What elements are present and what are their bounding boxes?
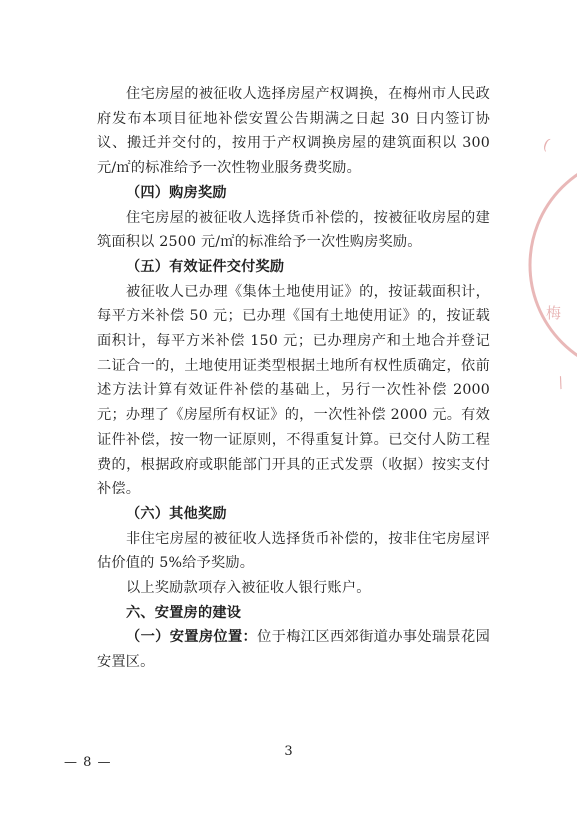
red-seal-stamp bbox=[520, 90, 577, 450]
stamp-character: 梅 bbox=[546, 304, 562, 322]
footer-page-number: — 8 — bbox=[64, 755, 112, 770]
paragraph-certificate-reward: 被征收人已办理《集体土地使用证》的，按证载面积计，每平方米补偿 50 元；已办理《国有土地使用证》的，按证载面积计，每平方米补偿 150 元；已办理房产和土地合并登记二证合一的，土地使用证类型根据土地所有权性质确定，依前述方法计算有效证件补偿的基础上，另行一次性补偿 2000 元；办理了《房屋所有权证》的，一次性补偿 2000 元。有效证件补偿，按一物一证原则，不得重复计算。已交付人防工程费的，根据政府或职能部门开具的正式发票（收据）按实支付补偿。 bbox=[97, 283, 490, 498]
paragraph-other-reward: 非住宅房屋的被征收人选择货币补偿的，按非住宅房屋评估价值的 5%给予奖励。 bbox=[97, 530, 490, 572]
paragraph-purchase-reward: 住宅房屋的被征收人选择货币补偿的，按被征收房屋的建筑面积以 2500 元/㎡的标准给予一次性购房奖励。 bbox=[97, 209, 490, 251]
paragraph-bank-deposit: 以上奖励款项存入被征收人银行账户。 bbox=[126, 580, 371, 597]
section-heading-purchase-reward: （四）购房奖励 bbox=[126, 184, 227, 201]
resettlement-location-text: 位于梅江区西郊街道办事处瑞景花园安置区。 bbox=[97, 629, 490, 671]
document-body bbox=[97, 82, 490, 675]
section-heading-other-reward: （六）其他奖励 bbox=[126, 505, 227, 522]
paragraph-resettlement-location bbox=[97, 625, 490, 674]
svg-text:/: / bbox=[555, 373, 567, 392]
section-heading-resettlement-housing: 六、安置房的建设 bbox=[126, 604, 242, 621]
svg-text:(: ( bbox=[540, 134, 553, 154]
page-number: 3 bbox=[284, 744, 293, 759]
section-heading-certificate-reward: （五）有效证件交付奖励 bbox=[126, 258, 285, 275]
paragraph-property-exchange-reward: 住宅房屋的被征收人选择房屋产权调换，在梅州市人民政府发布本项目征地补偿安置公告期满之日起 30 日内签订协议、搬迁并交付的，按用于产权调换房屋的建筑面积以 300 元/㎡的标准给予一次性物业服务费奖励。 bbox=[97, 86, 490, 177]
resettlement-location-label: （一）安置房位置： bbox=[126, 629, 258, 646]
